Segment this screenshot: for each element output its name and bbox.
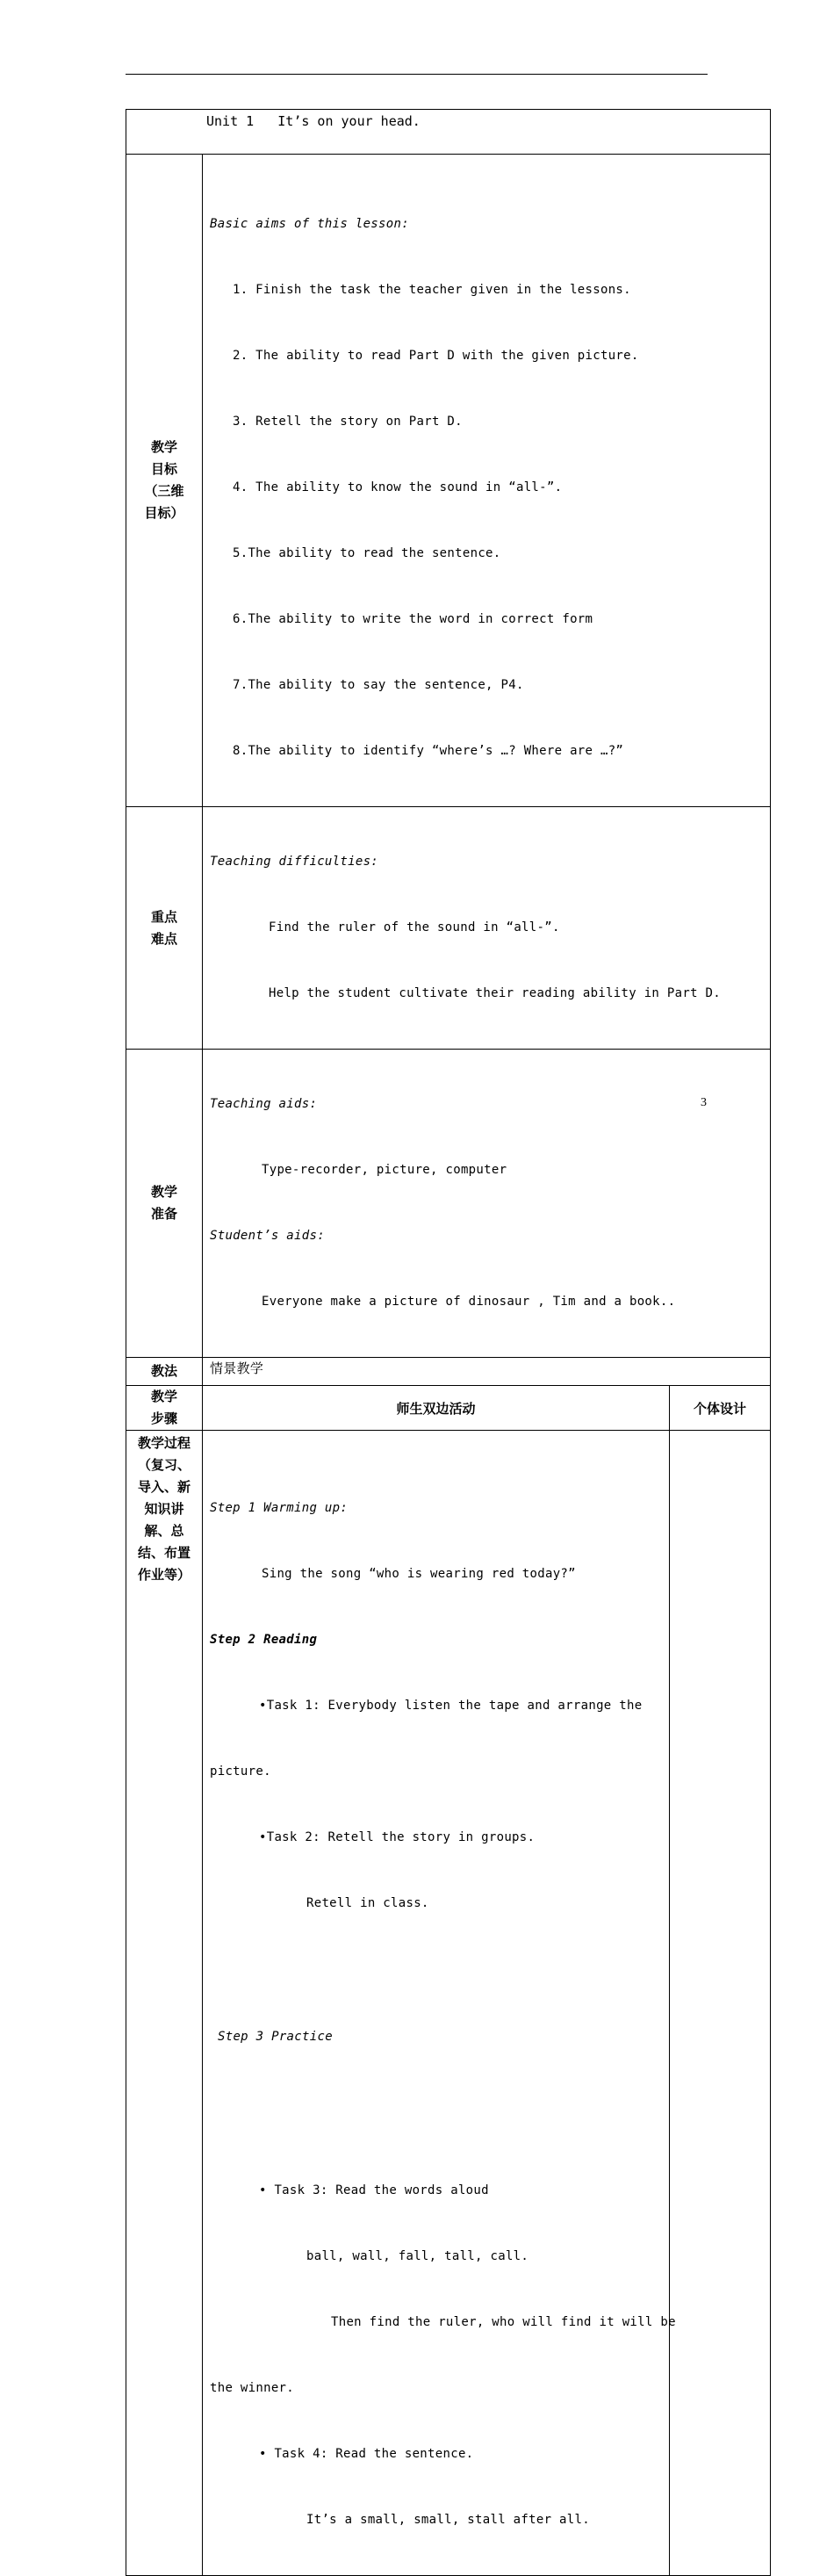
method-row (126, 1358, 771, 1386)
process-label: 教学过程 （复习、 导入、新 知识讲 解、总 结、布置 作业等） (126, 1431, 203, 2576)
steps-label: 教学 步骤 (126, 1386, 203, 1431)
step3-heading: Step 3 Practice (218, 2030, 333, 2044)
student-aids: Everyone make a picture of dinosaur , Tim and a book.. (262, 1295, 676, 1309)
task1-line: picture. (210, 1764, 271, 1779)
difficulties-label: 重点 难点 (126, 807, 203, 1050)
objective-item: 5.The ability to read the sentence. (233, 546, 501, 560)
objective-item: 3. Retell the story on Part D. (233, 415, 463, 429)
lesson-title: Unit 1 It’s on your head. (206, 113, 421, 129)
individual-design-cell (670, 1431, 771, 2576)
task3-line: Then find the ruler, who will find it will be (331, 2315, 676, 2329)
step2-heading: Step 2 Reading (210, 1633, 318, 1647)
objective-item: 6.The ability to write the word in correct form (233, 612, 593, 626)
teaching-aids: Type-recorder, picture, computer (262, 1163, 507, 1177)
objective-item: 8.The ability to identify “where’s …? Where are …?” (233, 744, 624, 758)
task4-line: It’s a small, small, stall after all. (306, 2513, 590, 2527)
process-row (126, 1431, 771, 2576)
step1-heading: Step 1 Warming up: (210, 1501, 349, 1515)
process-content (203, 1431, 676, 2576)
activities-header: 师生双边活动 (203, 1386, 670, 1431)
step1-text: Sing the song “who is wearing red today?” (262, 1567, 576, 1581)
objectives-label: 教学 目标 （三维 目标） (126, 155, 203, 807)
title-cell (126, 110, 771, 155)
preparation-content (203, 1050, 771, 1358)
objectives-heading: Basic aims of this lesson: (210, 217, 409, 231)
preparation-row (126, 1050, 771, 1358)
lesson-plan-table (126, 109, 771, 2576)
difficulty-item: Help the student cultivate their reading ability in Part D. (269, 986, 721, 1000)
difficulty-item: Find the ruler of the sound in “all-”. (269, 920, 560, 934)
method-value: 情景教学 (203, 1358, 771, 1386)
objective-item: 4. The ability to know the sound in “all-”. (233, 480, 563, 494)
title-row (126, 110, 771, 155)
method-label: 教法 (126, 1358, 203, 1386)
preparation-label: 教学 准备 (126, 1050, 203, 1358)
page-number: 3 (701, 1096, 707, 1109)
difficulties-heading: Teaching difficulties: (210, 855, 379, 869)
task4-line: • Task 4: Read the sentence. (259, 2447, 474, 2461)
objectives-content (203, 155, 771, 807)
difficulties-row (126, 807, 771, 1050)
teaching-aids-heading: Teaching aids: (210, 1097, 318, 1111)
header-rule (126, 74, 708, 75)
steps-header-row (126, 1386, 771, 1431)
task3-line: • Task 3: Read the words aloud (259, 2183, 489, 2197)
objective-item: 7.The ability to say the sentence, P4. (233, 678, 524, 692)
individual-design-header: 个体设计 (670, 1386, 771, 1431)
objectives-row (126, 155, 771, 807)
task1-line: •Task 1: Everybody listen the tape and arrange the (259, 1699, 643, 1713)
task2-line: Retell in class. (306, 1896, 429, 1910)
task3-line: the winner. (210, 2381, 295, 2395)
difficulties-content (203, 807, 771, 1050)
task2-line: •Task 2: Retell the story in groups. (259, 1830, 536, 1844)
objective-item: 1. Finish the task the teacher given in the lessons. (233, 283, 631, 297)
student-aids-heading: Student’s aids: (210, 1229, 325, 1243)
objective-item: 2. The ability to read Part D with the given picture. (233, 349, 639, 363)
task3-line: ball, wall, fall, tall, call. (306, 2249, 529, 2263)
